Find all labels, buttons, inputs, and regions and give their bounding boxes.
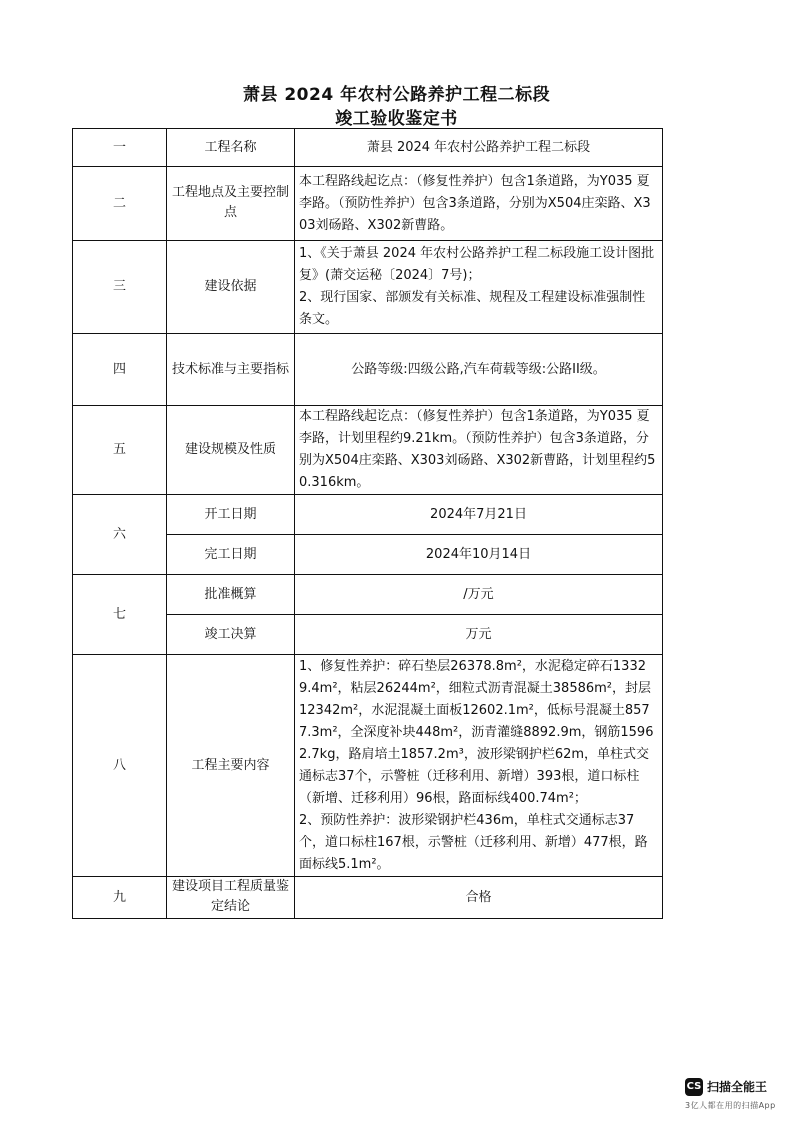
- start-date-label: 开工日期: [167, 495, 295, 535]
- start-date-value: 2024年7月21日: [295, 495, 663, 535]
- row-value: 合格: [295, 877, 663, 919]
- scanner-watermark: [685, 1078, 785, 1118]
- final-cost-label: 竣工决算: [167, 615, 295, 655]
- table-row: [73, 877, 663, 919]
- row-label: 建设依据: [167, 241, 295, 334]
- row-number: 九: [73, 877, 167, 919]
- basis-item-2: 2、现行国家、部颁发有关标准、规程及工程建设标准强制性条文。: [299, 290, 646, 327]
- row-number: 五: [73, 406, 167, 495]
- table-row: [73, 167, 663, 241]
- row-value: 本工程路线起讫点：（修复性养护）包含1条道路，为Y035 夏李路。（预防性养护）包含3条道路，分别为X504庄栾路、X303刘砀路、X302新曹路。: [295, 167, 663, 241]
- table-row: [73, 334, 663, 406]
- row-label: 工程地点及主要控制点: [167, 167, 295, 241]
- end-date-label: 完工日期: [167, 535, 295, 575]
- row-value: 萧县 2024 年农村公路养护工程二标段: [295, 129, 663, 167]
- table-row: [73, 241, 663, 334]
- row-number: 八: [73, 655, 167, 877]
- acceptance-table: [72, 128, 663, 919]
- end-date-value: 2024年10月14日: [295, 535, 663, 575]
- row-value: 本工程路线起讫点：（修复性养护）包含1条道路，为Y035 夏李路，计划里程约9.21km。（预防性养护）包含3条道路，分别为X504庄栾路、X303刘砀路、X302新曹路，计划里程约50.316km。: [295, 406, 663, 495]
- budget-value: /万元: [295, 575, 663, 615]
- basis-item-1: 1、《关于萧县 2024 年农村公路养护工程二标段施工设计图批复》(萧交运秘〔2024〕7号)；: [299, 246, 655, 283]
- row-number: 一: [73, 129, 167, 167]
- row-value: 公路等级:四级公路,汽车荷载等级:公路II级。: [295, 334, 663, 406]
- camscanner-logo-icon: CS: [685, 1078, 703, 1096]
- table-row: [73, 406, 663, 495]
- content-item-2: 2、预防性养护：波形梁钢护栏436m，单柱式交通标志37个，道口标柱167根，示警桩（迁移利用、新增）477根，路面标线5.1m²。: [299, 812, 648, 872]
- row-number: 四: [73, 334, 167, 406]
- row-label: 工程名称: [167, 129, 295, 167]
- row-number: 三: [73, 241, 167, 334]
- watermark-slogan: 3亿人都在用的扫描App: [685, 1101, 776, 1110]
- row-number: 二: [73, 167, 167, 241]
- table-row: [73, 655, 663, 877]
- document-subtitle: 竣工验收鉴定书: [335, 109, 458, 129]
- table-row: [73, 575, 663, 615]
- row-number: 六: [73, 495, 167, 575]
- row-label: 工程主要内容: [167, 655, 295, 877]
- document-title: 萧县 2024 年农村公路养护工程二标段: [242, 85, 551, 105]
- table-row: [73, 129, 663, 167]
- row-value: [295, 241, 663, 334]
- row-value: [295, 655, 663, 877]
- row-label: 技术标准与主要指标: [167, 334, 295, 406]
- content-item-1: 1、修复性养护：碎石垫层26378.8m²，水泥稳定碎石13329.4m²，粘层26244m²，细粒式沥青混凝土38586m²，封层12342m²，水泥混凝土面板12602.1m²，低标号混凝土8577.3m²，全深度补块448m²，沥青灌缝8892.9m，钢筋15962.7kg，路肩培土1857.2m³，波形梁钢护栏62m，单柱式交通标志37个，示警桩（迁移利用、新增）393根，道口标柱（新增、迁移利用）96根，路面标线400.74m²；: [299, 658, 654, 806]
- row-number: 七: [73, 575, 167, 655]
- budget-label: 批准概算: [167, 575, 295, 615]
- row-label: 建设规模及性质: [167, 406, 295, 495]
- watermark-name: 扫描全能王: [707, 1080, 768, 1094]
- table-row: [73, 495, 663, 535]
- row-label: 建设项目工程质量鉴定结论: [167, 877, 295, 919]
- final-cost-value: 万元: [295, 615, 663, 655]
